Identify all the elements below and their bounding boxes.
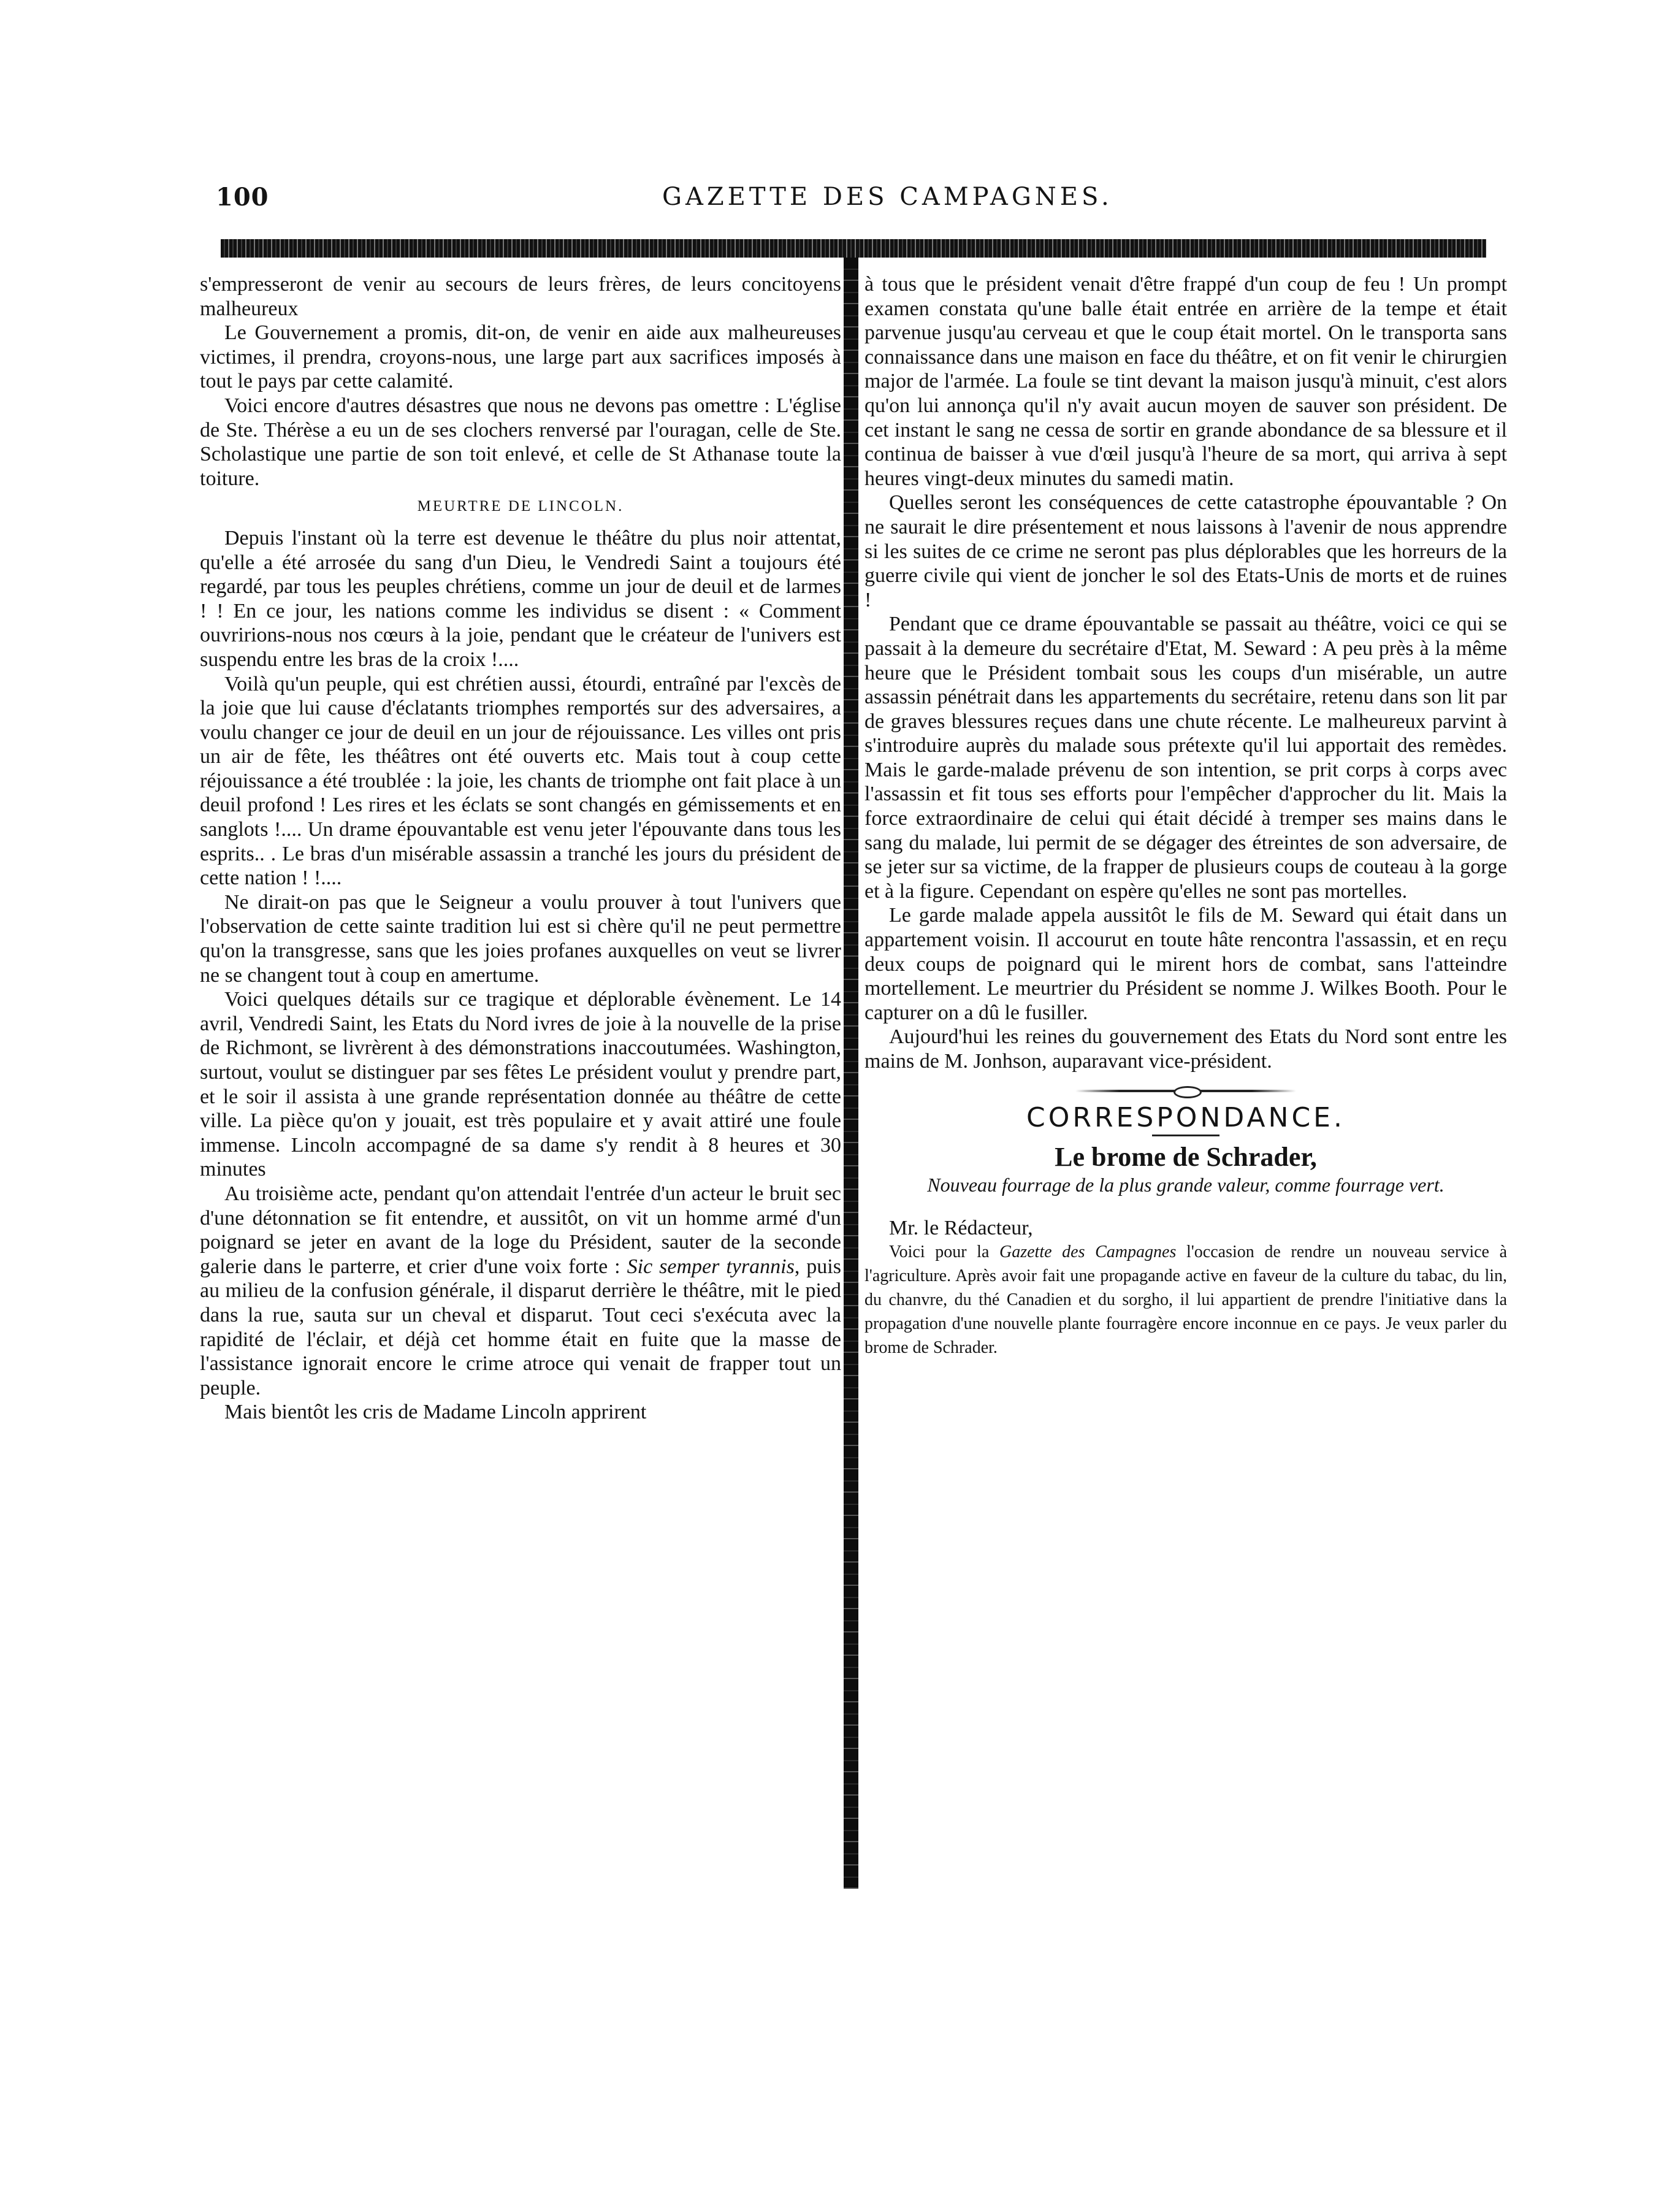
text-run: l'occasion de rendre un nouveau service à l'agriculture. Après avoir fait une propagande active en faveur de la culture du tabac, du lin, du chanvre, du thé Canadien et du sorgho, il lui appartient de prendre l'initiative dans la propagation d'une nouvelle plante fourragère encore inconnue en ce pays. Je veux parler du brome de Schrader.	[864, 1242, 1507, 1358]
paragraph: s'empresseront de venir au secours de leurs frères, de leurs concitoyens malheureux	[200, 273, 841, 320]
paragraph: Ne dirait-on pas que le Seigneur a voulu prouver à tout l'univers que l'observation de cette sainte tradition lui est si chère qu'il ne peut permettre qu'on la transgresse, sans que les joies profanes auxquelles on veut se livrer ne se changent tout à coup en amertume.	[200, 890, 841, 987]
left-column	[200, 272, 841, 1425]
section-heading: MEURTRE DE LINCOLN.	[417, 498, 624, 515]
paragraph: à tous que le président venait d'être frappé d'un coup de feu ! Un prompt examen constata qu'une balle était entrée en arrière de la tempe et était parvenue jusqu'au cerveau et que le coup était mortel. On le transporta sans connaissance dans une maison en face du théâtre, et on fit venir le chirurgien major de l'armée. La foule se tint devant la maison jusqu'à minuit, c'est alors qu'on lui annonça qu'il n'y avait aucun moyen de sauver son président. De cet instant le sang ne cessa de sortir en grande abondance de sa blessure et il continua de baisser à vue d'œil jusqu'à l'heure de sa mort, qui arriva à sept heures vingt-deux minutes du samedi matin.	[864, 273, 1507, 490]
paragraph	[864, 1240, 1507, 1360]
paragraph: Quelles seront les conséquences de cette catastrophe épouvantable ? On ne saurait le dire présentement et nous laissons à l'avenir de nous apprendre si les suites de ce crime ne seront pas plus déplorables que les horreurs de la guerre civile qui vient de joncher le sol des Etats-Unis de morts et de ruines !	[864, 491, 1507, 611]
column-divider	[844, 258, 858, 1889]
salutation: Mr. le Rédacteur,	[889, 1216, 1033, 1239]
header-rule	[221, 239, 1486, 258]
paragraph: Voici quelques détails sur ce tragique et déplorable évènement. Le 14 avril, Vendredi Saint, les Etats du Nord ivres de joie à la nouvelle de la prise de Richmont, se livrèrent à des démonstrations inaccoutumées. Washington, surtout, voulut se distinguer par ses fêtes Le président voulut y prendre part, et le soir il assista à une grande représentation donnée au théâtre de cette ville. La pièce qu'on y jouait, est très populaire et y avait attiré une foule immense. Lincoln accompagné de sa dame s'y rendit à 8 heures et 30 minutes	[200, 988, 841, 1181]
right-column	[864, 272, 1507, 1360]
paragraph: Voilà qu'un peuple, qui est chrétien aussi, étourdi, entraîné par l'excès de la joie que lui cause d'éclatants triomphes remportés sur des adversaires, a voulu changer ce jour de deuil en un jour de réjouissance. Les villes ont pris un air de fête, les théâtres ont été ouverts etc. Mais tout à coup cette réjouissance a été troublée : la joie, les chants de triomphe ont fait place à un deuil profond ! Les rires et les éclats se sont changés en gémissements et en sanglots !.... Un drame épouvantable est venu jeter l'épouvante dans tous les esprits.. . Le bras d'un misérable assassin a tranché les jours du président de cette nation ! !....	[200, 672, 841, 890]
page-number: 100	[216, 183, 269, 212]
paragraph: Le Gouvernement a promis, dit-on, de venir en aide aux malheureuses victimes, il prendra, croyons-nous, une large part aux sacrifices imposés à tout le pays par cette calamité.	[200, 321, 841, 393]
short-rule	[1152, 1135, 1219, 1136]
paragraph: Depuis l'instant où la terre est devenue le théâtre du plus noir attentat, qu'elle a été arrosée du sang d'un Dieu, le Vendredi Saint a toujours été regardé, par tous les peuples chrétiens, comme un jour de deuil et de larmes ! ! En ce jour, les nations comme les individus se disent : « Comment ouvririons-nous nos cœurs à la joie, pendant que le créateur de l'univers est suspendu entre les bras de la croix !....	[200, 526, 841, 671]
article-title: Le brome de Schrader,	[1055, 1142, 1317, 1173]
paragraph: Mais bientôt les cris de Madame Lincoln apprirent	[224, 1401, 647, 1424]
article-subtitle: Nouveau fourrage de la plus grande valeur, comme fourrage vert.	[927, 1173, 1445, 1196]
text-run: Au troisième acte, pendant qu'on attendait l'entrée d'un acteur le bruit sec d'une détonnation se fit entendre, et aussitôt, on vit un homme armé d'un poignard se jeter en avant de la loge du Président, sauter de la seconde galerie dans le parterre, et crier d'une voix forte :	[200, 1182, 841, 1278]
paragraph: Pendant que ce drame épouvantable se passait au théâtre, voici ce qui se passait à la demeure du secrétaire d'Etat, M. Seward : A peu près à la même heure que le Président tombait sous les coups d'un misérable, un autre assassin pénétrait dans les appartements du secrétaire, retenu dans son lit par de graves blessures reçues dans une chute récente. Le malheureux parvint à s'introduire auprès du malade sous prétexte qu'il lui apportait des remèdes. Mais le garde-malade prévenu de son intention, se prit corps à corps avec l'assassin et fit tous ses efforts pour l'empêcher d'approcher du lit. Mais la force extraordinaire de celui qui était décidé à tremper ses mains dans le sang du malade, lui permit de se dégager des étreintes de son adversaire, de se jeter sur sa victime, de la frapper de plusieurs coups de couteau à la gorge et à la figure. Cependant on espère qu'elles ne sont pas mortelles.	[864, 613, 1507, 903]
paragraph: Aujourd'hui les reines du gouvernement des Etats du Nord sont entre les mains de M. Jonhson, auparavant vice-président.	[864, 1025, 1507, 1073]
paragraph	[200, 1182, 841, 1400]
text-run: Voici pour la	[889, 1242, 1000, 1262]
section-heading: CORRESPONDANCE.	[1026, 1101, 1345, 1133]
paragraph: Voici encore d'autres désastres que nous ne devons pas omettre : L'église de Ste. Thérèse a eu un de ses clochers renversé par l'ouragan, celle de Ste. Scholastique une partie de son toit enlevé, et celle de St Athanase toute la toiture.	[200, 394, 841, 490]
text-run: , puis au milieu de la confusion générale, il disparut derrière le théâtre, mit le pied dans la rue, sauta sur un cheval et disparut. Tout ceci s'exécuta avec la rapidité de l'éclair, et déjà cet homme était en fuite que la masse de l'assistance ignorait encore le crime atroce qui venait de frapper tout un peuple.	[200, 1255, 841, 1399]
publication-title: GAZETTE DES CAMPAGNES.	[662, 183, 1113, 211]
paragraph: Le garde malade appela aussitôt le fils de M. Seward qui était dans un appartement voisin. Il accourut en toute hâte rencontra l'assassin, et en reçu deux coups de poignard qui le mirent hors de combat, sans l'atteindre mortellement. Le meurtrier du Président se nomme J. Wilkes Booth. Pour le capturer on a dû le fusiller.	[864, 904, 1507, 1024]
latin-quote: Sic semper tyrannis	[627, 1255, 795, 1278]
ornament-rule	[1075, 1090, 1296, 1092]
publication-reference: Gazette des Campagnes	[999, 1242, 1177, 1262]
